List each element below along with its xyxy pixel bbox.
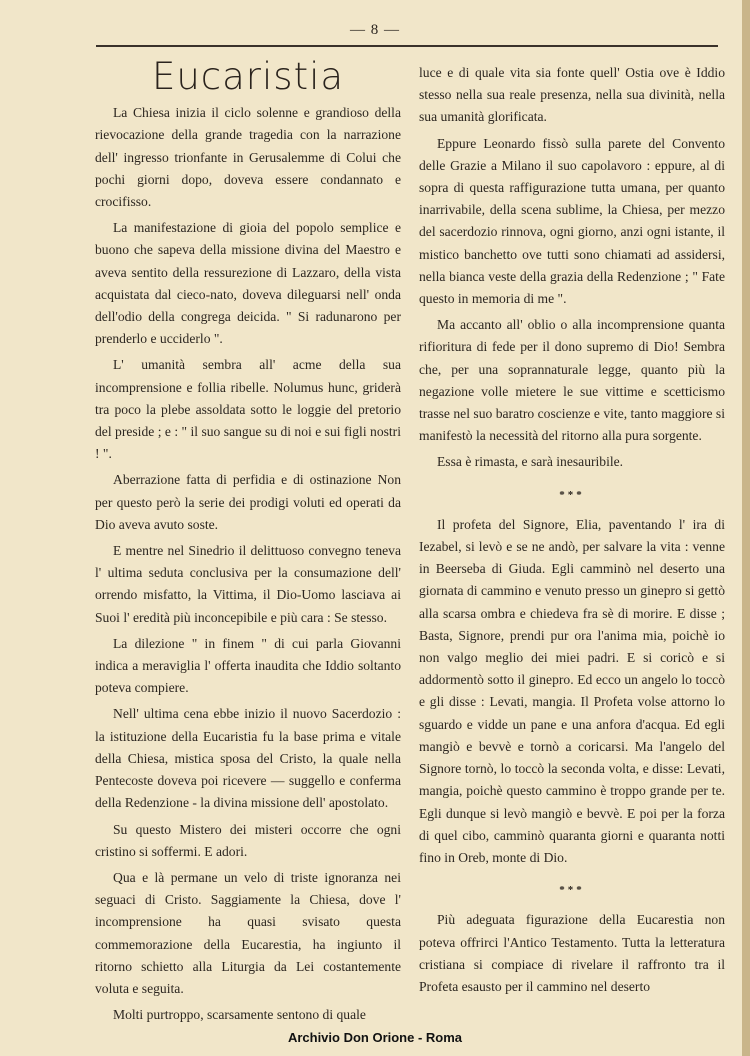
paragraph: Più adeguata figurazione della Eucarestia non poteva offrirci l'Antico Testamento. Tutta la letteratura cristiana si compiace di rivelare il raffronto tra il Profeta esausto per il cammino nel deserto: [419, 912, 725, 994]
paragraph: Qua e là permane un velo di triste ignoranza nei seguaci di Cristo. Saggiamente la Chiesa, dove l' incomprensione ha quasi svisato questa commemorazione della Eucarestia, ha ingiunto il ritorno schietto alla Liturgia da Lei costantemente voluta e seguita.: [95, 869, 401, 996]
header-rule: [96, 45, 718, 47]
section-separator: ***: [559, 488, 585, 501]
right-column: [419, 62, 725, 1002]
paragraph: La dilezione " in finem " di cui parla Giovanni indica a meraviglia l' offerta inaudita che Iddio soltanto poteva compiere.: [95, 635, 401, 696]
paragraph: Eppure Leonardo fissò sulla parete del Convento delle Grazie a Milano il suo capolavoro : eppure, al di sopra di questa raffigurazione tutta umana, per quanto inarrivabile, della scena sublime, la Chiesa, per mezzo del sacerdozio rinnova, ogni giorno, anzi ogni istante, il mistico banchetto ove tutti sono chiamati ad assidersi, nella bianca veste della grazia della Redenzione ; " Fate questo in memoria di me ".: [419, 135, 725, 307]
paragraph: Essa è rimasta, e sarà inesauribile.: [437, 454, 624, 470]
watermark-text: Archivio Don Orione - Roma: [287, 1030, 463, 1045]
section-separator: ***: [559, 884, 585, 897]
paragraph: E mentre nel Sinedrio il delittuoso convegno teneva l' ultima seduta conclusiva per la consumazione dell' orrendo misfatto, la Vittima, il Dio-Uomo lasciava ai Suoi l' eredità più inconcepibile e più cara : Se stesso.: [95, 543, 401, 625]
archive-watermark: [0, 1030, 750, 1045]
left-column: [95, 55, 401, 1030]
paragraph: Molti purtroppo, scarsamente sentono di quale: [113, 1007, 366, 1023]
paragraph: L' umanità sembra all' acme della sua incomprensione e follia ribelle. Nolumus hunc, griderà tra poco la plebe assoldata sotto le loggie del pretorio del preside ; e : " il suo sangue su di noi e sui figli nostri ! ".: [95, 357, 401, 462]
page-number: — 8 —: [350, 22, 400, 38]
paragraph: Aberrazione fatta di perfidia e di ostinazione Non per questo però la serie dei prodigi voluti ed operati da Dio aveva avuto soste.: [95, 472, 401, 532]
paragraph: Nell' ultima cena ebbe inizio il nuovo Sacerdozio : la istituzione della Eucaristia fu la base prima e vitale della Chiesa, mistica sposa del Cristo, la quale nella Pentecoste doveva poi ricevere — suggello e conferma della Redenzione - la divina missione dell' apostolato.: [95, 706, 401, 811]
paragraph: Ma accanto all' oblio o alla incomprensione quanta rifioritura di fede per il dono supremo di Dio! Sembra che, per una soprannaturale legge, quanto più la negazione volle mietere le sue vittime e scetticismo trasse nel suo baratro coscienze e vite, tanto maggiore si manifestò la necessità del ritorno alla pura sorgente.: [419, 317, 725, 444]
paragraph: luce e di quale vita sia fonte quell' Ostia ove è Iddio stesso nella sua reale presenza, nella sua divinità, nella sua umanità glorificata.: [419, 65, 725, 125]
page-edge: [742, 0, 750, 1056]
paragraph: La Chiesa inizia il ciclo solenne e grandioso della rievocazione della grande tragedia con la narrazione dell' ingresso trionfante in Gerusalemme di Colui che pochi giorni dopo, doveva essere condannato e crocifisso.: [95, 105, 401, 210]
paragraph: La manifestazione di gioia del popolo semplice e buono che sapeva della missione divina del Maestro e aveva sentito della ressurezione di Lazzaro, della vista acquistata dal cieco-nato, doveva dileguarsi nell' onda dell'odio della congrega deicida. " Si radunarono per prenderlo e ucciderlo ".: [95, 220, 401, 347]
paragraph: Il profeta del Signore, Elia, paventando l' ira di Iezabel, si levò e se ne andò, per salvare la vita : venne in Beerseba di Giuda. Egli camminò nel deserto una giornata di cammino e venuto presso un ginepro si gettò alla scarsa ombra e chiedeva fra sè di morire. E disse ; Basta, Signore, prendi pur ora l'anima mia, poichè io non valgo meglio dei miei padri. E si coricò e si addormentò sotto il ginepro. Ed ecco un angelo lo toccò e gli disse : Levati, mangia. Il Profeta volse attorno lo sguardo e vidde un pane e una anfora d'acqua. Ed egli mangiò e bevvè e tornò a coricarsi. Ma l'angelo del Signore tornò, lo toccò la seconda volta, e disse: Levati, mangia, poichè questo cammino è troppo grande per te. Egli dunque si levò mangiò e bevvè. E poi per la forza di quel cibo, camminò quaranta giorni e quaranta notti fino in Oreb, monte di Dio.: [419, 516, 725, 865]
article-title: Eucaristia: [151, 55, 345, 98]
paragraph: Su questo Mistero dei misteri occorre che ogni cristino si soffermi. E adori.: [95, 821, 401, 859]
